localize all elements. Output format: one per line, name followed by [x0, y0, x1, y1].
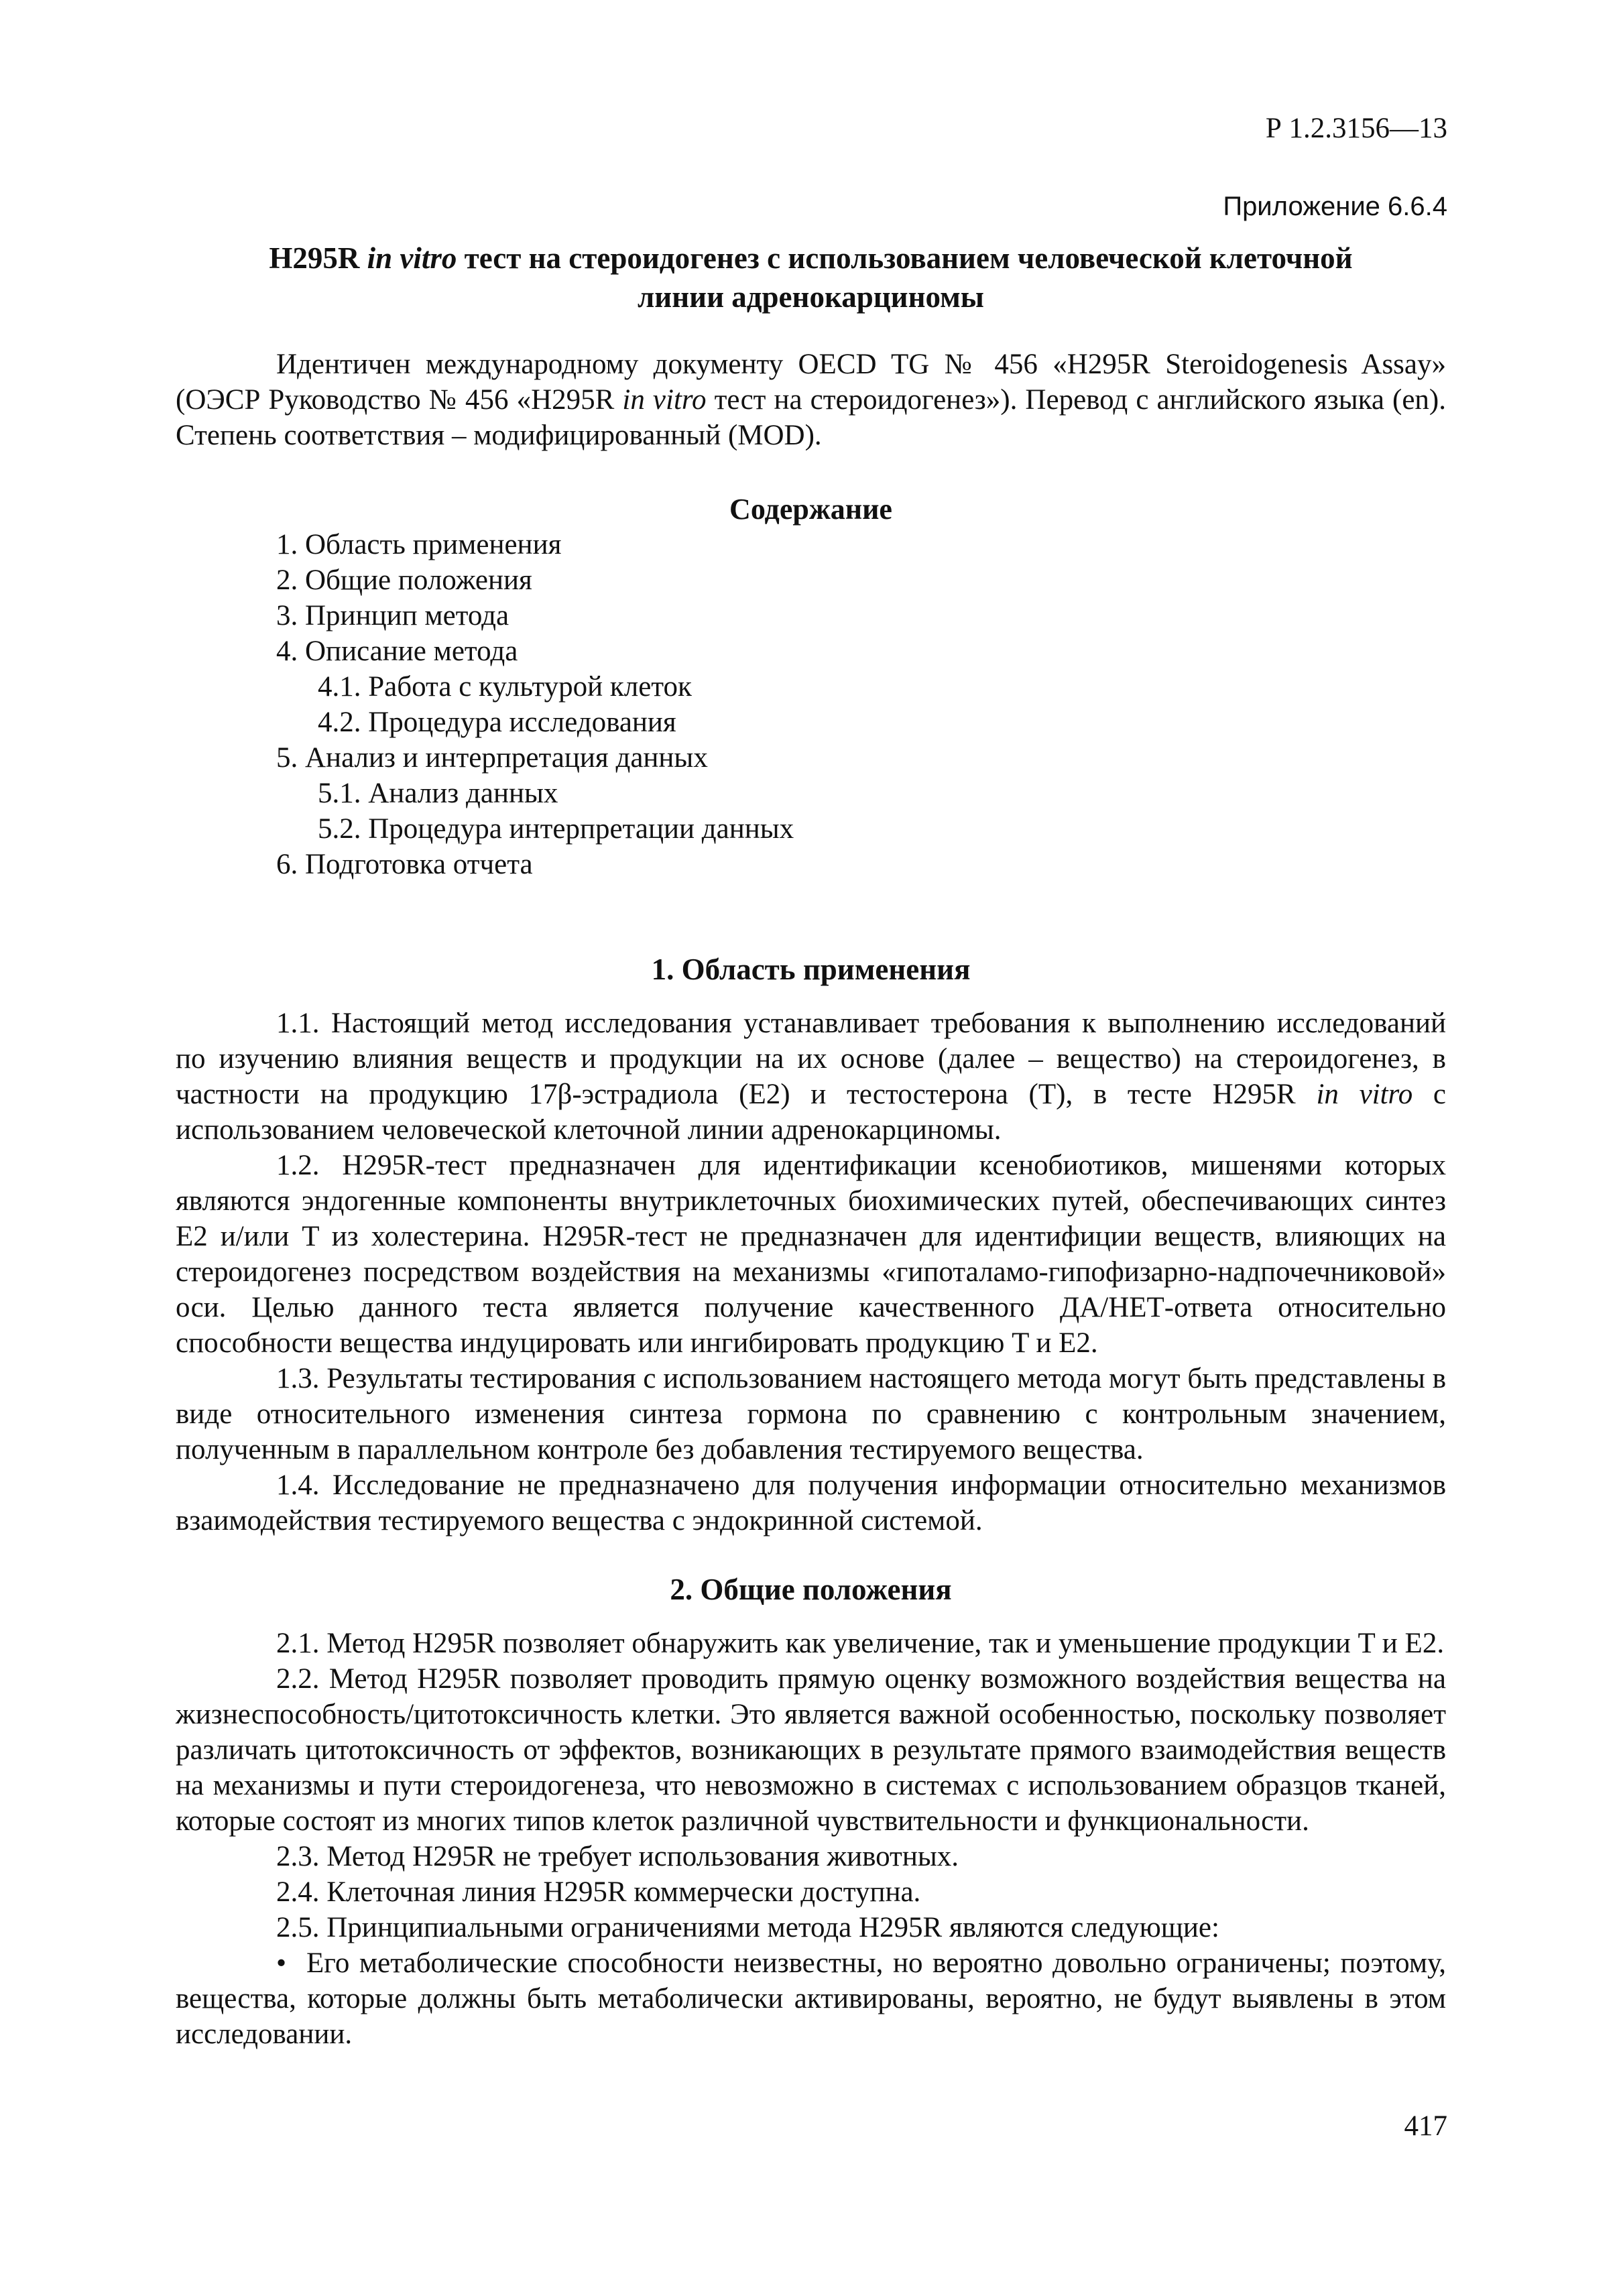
bullet-icon: •: [276, 1947, 287, 1979]
intro-paragraph: [176, 347, 1446, 453]
paragraph-1-1-italic: in vitro: [1316, 1079, 1413, 1110]
document-title: [176, 239, 1446, 316]
title-line2: линии адренокарциномы: [638, 280, 984, 314]
bullet-item: [176, 1945, 1446, 2052]
toc-item: 6. Подготовка отчета: [276, 849, 533, 880]
toc-subitem: 4.1. Работа с культурой клеток: [318, 671, 692, 703]
paragraph-1-3: 1.3. Результаты тестирования с использованием настоящего метода могут быть представлены в виде относительного изменения синтеза гормона по сравнению с контрольным значением, полученным в параллельном контроле без добавления тестируемого вещества.: [176, 1363, 1446, 1465]
section2-title: 2. Общие положения: [670, 1573, 952, 1606]
toc-item: 1. Область применения: [276, 529, 562, 560]
paragraph-1-2: 1.2. H295R-тест предназначен для идентификации ксенобиотиков, мишенями которых являются эндогенные компоненты внутриклеточных биохимических путей, обеспечивающих синтез E2 и/или T из холестерина. H295R-тест не предназначен для идентифиции веществ, влияющих на стероидогенез посредством воздействия на механизмы «гипоталамо-гипофизарно-надпочечниковой» оси. Целью данного теста является получение качественного ДА/НЕТ-ответа относительно способности вещества индуцировать или ингибировать продукцию T и E2.: [176, 1150, 1446, 1359]
intro-text1: Идентичен международному документу OECD TG № 456 «H295R Steroidogenesis Assay» (ОЭСР Руководство № 456 «H295R: [176, 349, 1446, 416]
section2-body: [176, 1626, 1446, 2052]
paragraph-2-2: 2.2. Метод H295R позволяет проводить прямую оценку возможного воздействия вещества на жизнеспособность/цитотоксичность клетки. Это является важной особенностью, поскольку позволяет различать цитотоксичность от эффектов, возникающих в результате прямого взаимодействия веществ на механизмы и пути стероидогенеза, что невозможно в системах с использованием образцов тканей, которые состоят из многих типов клеток различной чувствительности и функциональности.: [176, 1663, 1446, 1837]
document-code: Р 1.2.3156—13: [1265, 113, 1447, 144]
paragraph-1-1: [176, 1006, 1446, 1148]
toc-item: 5. Анализ и интерпретация данных: [276, 742, 708, 774]
paragraph-2-4: 2.4. Клеточная линия H295R коммерчески доступна.: [276, 1876, 921, 1908]
section1-body: [176, 1006, 1446, 1538]
title-part1: H295R: [269, 241, 367, 275]
toc-subitem: 5.1. Анализ данных: [318, 778, 558, 809]
intro-block: [176, 347, 1446, 453]
paragraph-1-4: 1.4. Исследование не предназначено для получения информации относительно механизмов взаимодействия тестируемого вещества с эндокринной системой.: [176, 1469, 1446, 1536]
table-of-contents: [276, 527, 794, 882]
paragraph-2-1: 2.1. Метод H295R позволяет обнаружить как увеличение, так и уменьшение продукции T и E2.: [276, 1628, 1445, 1659]
toc-title: Содержание: [729, 493, 892, 526]
paragraph-2-5: 2.5. Принципиальными ограничениями метода H295R являются следующие:: [276, 1912, 1219, 1943]
page-number: 417: [1404, 2110, 1447, 2142]
toc-item: 4. Описание метода: [276, 636, 518, 667]
intro-italic: in vitro: [622, 384, 707, 416]
toc-item: 3. Принцип метода: [276, 600, 509, 631]
bullet-text: Его метаболические способности неизвестны, но вероятно довольно ограничены; поэтому, вещества, которые должны быть метаболически активированы, вероятно, не будут выявлены в этом исследовании.: [176, 1947, 1446, 2050]
title-part2: тест на стероидогенез с использованием человеческой клеточной: [457, 241, 1353, 275]
appendix-label: Приложение 6.6.4: [1223, 192, 1447, 221]
paragraph-1-1-b: с использованием человеческой клеточной линии адренокарциномы.: [176, 1079, 1446, 1146]
paragraph-1-1-a: 1.1. Настоящий метод исследования устанавливает требования к выполнению исследований по изучению влияния веществ и продукции на их основе (далее – вещество) на стероидогенез, в частности на продукцию 17β-эстрадиола (E2) и тестостерона (T), в тесте H295R: [176, 1008, 1446, 1110]
section1-title: 1. Область применения: [651, 953, 971, 986]
paragraph-2-3: 2.3. Метод H295R не требует использования животных.: [276, 1841, 959, 1872]
title-italic: in vitro: [367, 241, 457, 275]
toc-subitem: 4.2. Процедура исследования: [318, 707, 676, 738]
toc-item: 2. Общие положения: [276, 564, 532, 596]
intro-text2: тест на стероидогенез»). Перевод с английского языка (en). Степень соответствия – модифицированный (MOD).: [176, 384, 1446, 451]
toc-subitem: 5.2. Процедура интерпретации данных: [318, 813, 794, 845]
